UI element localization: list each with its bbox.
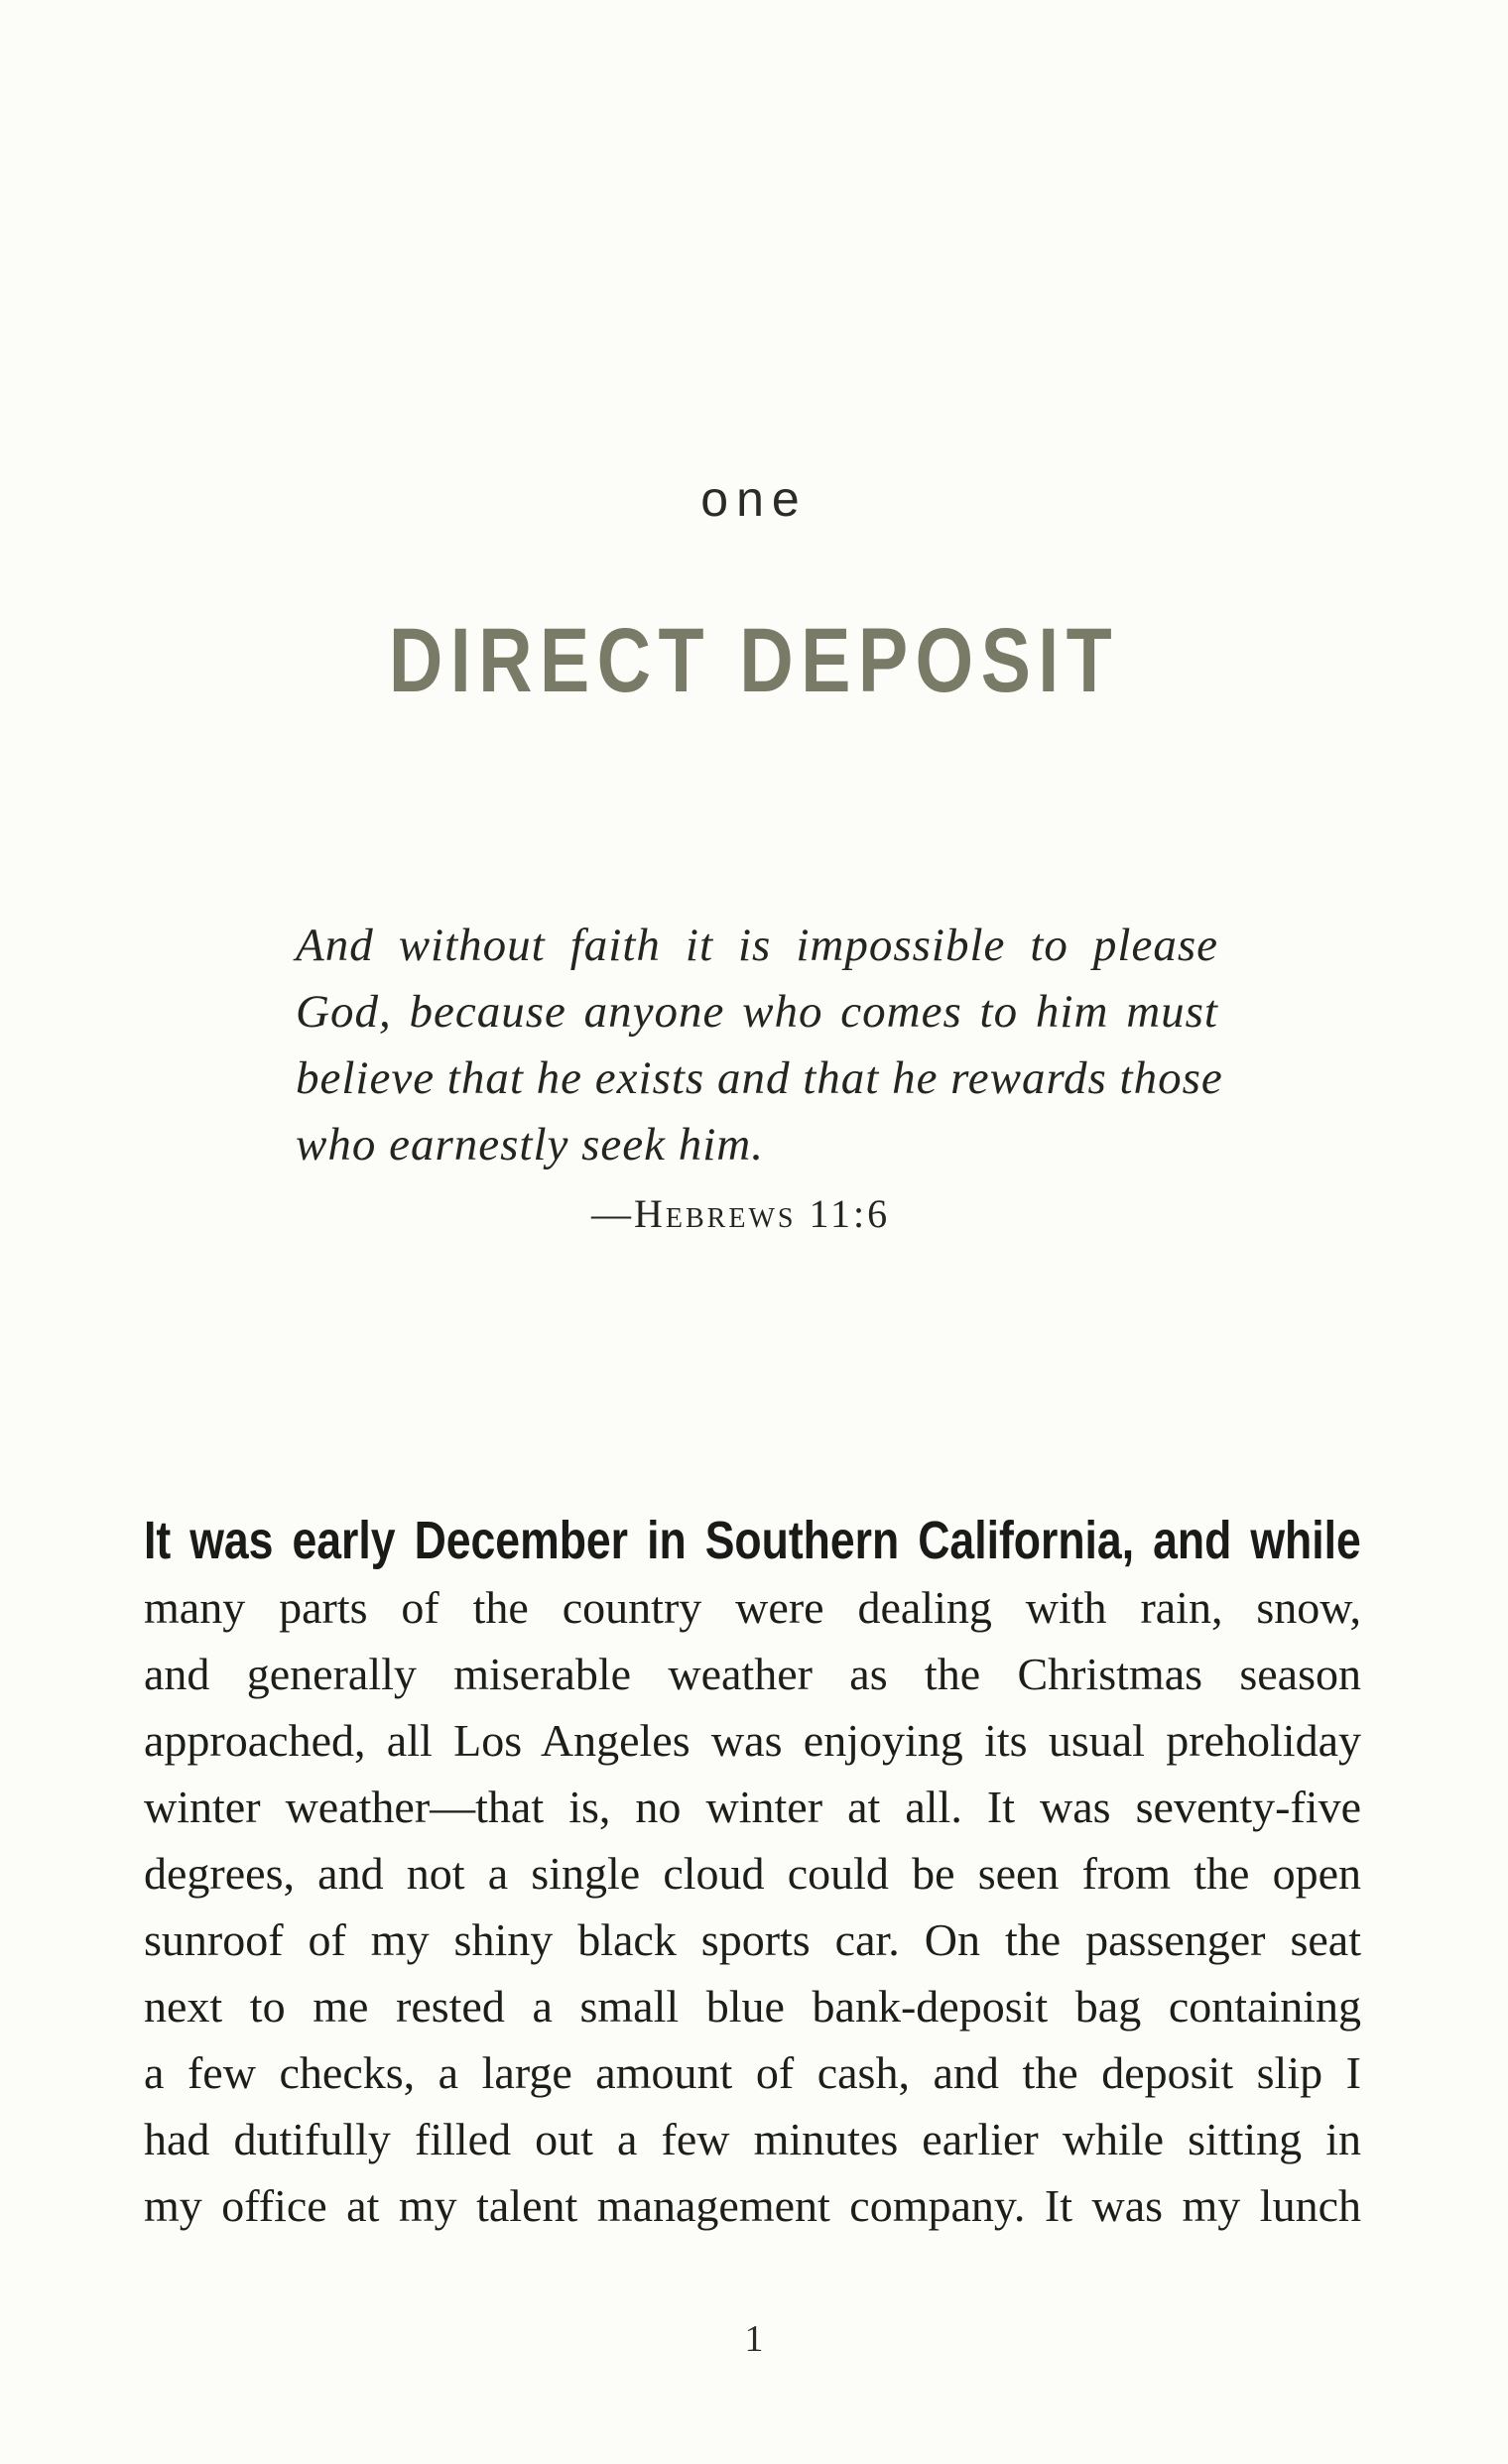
body-line: sunroof of my shiny black sports car. On the passenger seat [144, 1914, 1361, 1965]
lead-line: It was early December in Southern California, and while [144, 1511, 1361, 1570]
epigraph-citation: —Hebrews 11:6 [591, 1191, 891, 1236]
body-line: winter weather—that is, no winter at all. It was seventy-five [144, 1782, 1361, 1832]
body-line: next to me rested a small blue bank-deposit bag containing [144, 1981, 1361, 2032]
body-line: and generally miserable weather as the Christmas season [144, 1649, 1361, 1699]
body-line: degrees, and not a single cloud could be seen from the open [144, 1848, 1361, 1899]
epigraph [296, 913, 1223, 1178]
page-number: 1 [744, 2318, 764, 2360]
body-line: many parts of the country were dealing with rain, snow, [144, 1582, 1361, 1633]
epigraph-line: believe that he exists and that he rewards those [296, 1052, 1223, 1104]
epigraph-line: And without faith it is impossible to please [296, 920, 1218, 971]
body-line: my office at my talent management company. It was my lunch [144, 2180, 1361, 2231]
epigraph-line: who earnestly seek him. [296, 1119, 765, 1170]
chapter-number: one [700, 471, 808, 527]
chapter-title: DIRECT DEPOSIT [388, 610, 1120, 711]
body-text [144, 1508, 1361, 2239]
body-line: a few checks, a large amount of cash, and the deposit slip I [144, 2047, 1361, 2098]
body-line: approached, all Los Angeles was enjoying its usual preholiday [144, 1715, 1361, 1766]
body-line: had dutifully filled out a few minutes earlier while sitting in [144, 2114, 1361, 2164]
epigraph-line: God, because anyone who comes to him must [296, 986, 1218, 1038]
